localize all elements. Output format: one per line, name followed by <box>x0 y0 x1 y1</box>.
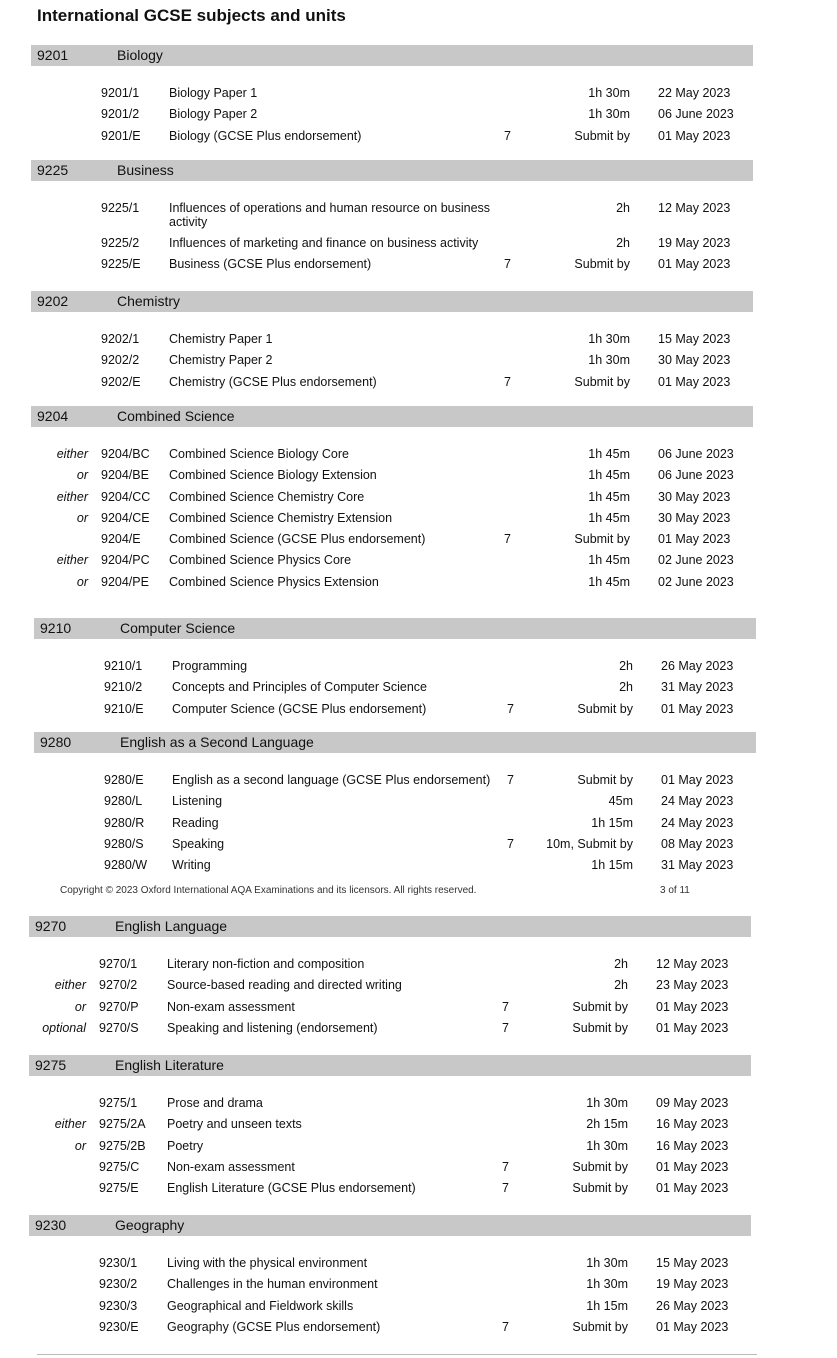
unit-duration: 10m, Submit by <box>546 836 633 851</box>
unit-date: 06 June 2023 <box>658 468 734 483</box>
unit-weeks: 7 <box>504 374 511 389</box>
unit-duration: 1h 30m <box>586 1277 628 1292</box>
unit-name: Chemistry Paper 1 <box>169 332 273 346</box>
subject-block <box>0 45 834 147</box>
unit-code: 9270/S <box>99 1020 139 1035</box>
unit-code: 9201/1 <box>101 86 140 100</box>
unit-duration: 2h <box>616 236 630 250</box>
unit-code: 9210/2 <box>104 680 143 695</box>
subject-code: 9210 <box>40 620 72 636</box>
unit-code: 9280/R <box>104 815 145 830</box>
unit-code: 9225/E <box>101 257 141 272</box>
subject-header <box>29 916 751 937</box>
subject-code: 9225 <box>37 162 69 178</box>
unit-row <box>0 1093 832 1114</box>
unit-duration: 2h <box>619 680 633 695</box>
unit-date: 23 May 2023 <box>656 978 729 993</box>
unit-row <box>0 329 834 350</box>
subject-code: 9204 <box>37 408 69 424</box>
unit-qualifier: or <box>76 574 88 589</box>
unit-duration: 1h 30m <box>586 1138 628 1153</box>
unit-duration: 2h <box>614 957 628 971</box>
subject-code: 9280 <box>40 734 72 750</box>
unit-qualifier: optional <box>42 1020 86 1035</box>
unit-row <box>0 104 834 125</box>
unit-date: 01 May 2023 <box>656 1181 729 1196</box>
subject-name: Computer Science <box>120 620 236 636</box>
unit-name: Non-exam assessment <box>167 999 295 1014</box>
subject-header <box>31 160 753 181</box>
unit-duration: Submit by <box>577 773 633 787</box>
unit-date: 01 May 2023 <box>656 1159 729 1174</box>
unit-weeks: 7 <box>502 1181 509 1196</box>
unit-weeks: 7 <box>504 532 511 547</box>
unit-qualifier: either <box>54 1117 86 1132</box>
unit-date: 06 June 2023 <box>658 447 734 461</box>
unit-date: 16 May 2023 <box>656 1117 729 1132</box>
unit-weeks: 7 <box>507 701 514 716</box>
subject-name: English Literature <box>115 1057 224 1073</box>
unit-duration: 1h 30m <box>588 107 630 122</box>
unit-duration: Submit by <box>574 257 630 272</box>
unit-name: Speaking and listening (endorsement) <box>167 1020 378 1035</box>
unit-name: Programming <box>172 659 248 673</box>
subject-header <box>31 406 753 427</box>
unit-row <box>0 254 834 275</box>
unit-row <box>0 1253 832 1274</box>
subject-header <box>31 45 753 66</box>
unit-duration: 1h 30m <box>586 1096 628 1110</box>
unit-weeks: 7 <box>502 1319 509 1334</box>
unit-row <box>0 997 832 1018</box>
unit-row <box>0 508 834 529</box>
unit-name: Challenges in the human environment <box>167 1277 378 1292</box>
subject-block <box>0 1215 832 1338</box>
subject-code: 9230 <box>35 1217 67 1233</box>
unit-name: Geographical and Fieldwork skills <box>167 1298 354 1313</box>
unit-code: 9202/E <box>101 374 141 389</box>
unit-duration: 2h 15m <box>586 1117 628 1132</box>
unit-weeks: 7 <box>507 836 514 851</box>
page-number-fragment: 3 of 11 <box>660 885 690 896</box>
unit-date: 06 June 2023 <box>658 107 734 122</box>
unit-row <box>0 444 834 465</box>
unit-date: 01 May 2023 <box>658 257 731 272</box>
unit-duration: 1h 45m <box>588 510 630 525</box>
unit-date: 31 May 2023 <box>661 680 734 695</box>
unit-code: 9204/PC <box>101 553 150 568</box>
unit-date: 30 May 2023 <box>658 510 731 525</box>
unit-name: Influences of operations and human resource on business activity <box>169 201 491 229</box>
subject-block <box>0 160 834 276</box>
unit-name: Poetry <box>167 1138 204 1153</box>
unit-date: 22 May 2023 <box>658 86 731 100</box>
unit-name: Poetry and unseen texts <box>167 1117 302 1132</box>
unit-date: 01 May 2023 <box>658 374 731 389</box>
unit-duration: Submit by <box>572 999 628 1014</box>
unit-code: 9270/P <box>99 999 139 1014</box>
unit-name: Combined Science Physics Extension <box>169 574 379 589</box>
unit-name: Writing <box>172 858 211 873</box>
unit-qualifier: or <box>74 1138 86 1153</box>
page-title: International GCSE subjects and units <box>37 6 346 25</box>
unit-code: 9202/1 <box>101 332 140 346</box>
subject-name: English Language <box>115 918 228 934</box>
unit-code: 9225/1 <box>101 201 140 215</box>
unit-duration: Submit by <box>572 1181 628 1196</box>
subject-name: Chemistry <box>117 293 181 309</box>
unit-date: 01 May 2023 <box>658 532 731 547</box>
unit-row <box>0 1274 832 1295</box>
unit-code: 9230/3 <box>99 1298 138 1313</box>
unit-duration: 1h 30m <box>588 332 630 346</box>
unit-name: Combined Science Physics Core <box>169 553 352 568</box>
unit-name: Biology Paper 1 <box>169 86 258 100</box>
unit-qualifier: either <box>56 553 88 568</box>
unit-name: English as a second language (GCSE Plus endorsement) <box>172 773 491 787</box>
unit-row <box>3 791 837 812</box>
unit-name: Business (GCSE Plus endorsement) <box>169 257 372 272</box>
unit-date: 01 May 2023 <box>656 1020 729 1035</box>
unit-qualifier: or <box>76 510 88 525</box>
unit-weeks: 7 <box>504 257 511 272</box>
unit-weeks: 7 <box>502 999 509 1014</box>
unit-date: 01 May 2023 <box>656 999 729 1014</box>
unit-row <box>0 372 834 393</box>
subject-name: Combined Science <box>117 408 235 424</box>
unit-row <box>0 1178 832 1199</box>
subject-header <box>34 732 756 753</box>
unit-row <box>0 975 832 996</box>
unit-weeks: 7 <box>502 1020 509 1035</box>
unit-qualifier: or <box>76 468 88 483</box>
subject-block <box>3 618 837 720</box>
subject-header <box>34 618 756 639</box>
unit-row <box>0 1018 832 1039</box>
unit-date: 12 May 2023 <box>656 957 729 971</box>
unit-date: 02 June 2023 <box>658 574 734 589</box>
unit-duration: Submit by <box>572 1020 628 1035</box>
unit-qualifier: either <box>54 978 86 993</box>
unit-duration: 1h 15m <box>591 815 633 830</box>
unit-code: 9270/2 <box>99 978 138 993</box>
unit-row <box>0 1317 832 1338</box>
unit-date: 30 May 2023 <box>658 353 731 368</box>
unit-code: 9280/W <box>104 858 148 873</box>
unit-duration: 1h 45m <box>588 574 630 589</box>
unit-date: 26 May 2023 <box>656 1298 729 1313</box>
unit-code: 9275/C <box>99 1159 140 1174</box>
unit-row <box>3 699 837 720</box>
unit-code: 9202/2 <box>101 353 140 368</box>
unit-weeks: 7 <box>507 773 514 787</box>
unit-duration: Submit by <box>577 701 633 716</box>
subject-name: English as a Second Language <box>120 734 314 750</box>
unit-row <box>0 487 834 508</box>
unit-name: Literary non-fiction and composition <box>167 957 365 971</box>
unit-date: 31 May 2023 <box>661 858 734 873</box>
unit-row <box>0 1136 832 1157</box>
unit-qualifier: either <box>56 489 88 504</box>
unit-name: Living with the physical environment <box>167 1256 368 1270</box>
unit-row <box>0 1157 832 1178</box>
unit-date: 15 May 2023 <box>658 332 731 346</box>
unit-duration: 1h 45m <box>588 447 630 461</box>
unit-duration: 2h <box>616 201 630 215</box>
unit-name: Reading <box>172 815 219 830</box>
unit-name: Combined Science Chemistry Extension <box>169 510 393 525</box>
subject-name: Biology <box>117 47 163 63</box>
unit-code: 9201/E <box>101 128 141 143</box>
unit-duration: 1h 30m <box>586 1256 628 1270</box>
unit-row <box>3 813 837 834</box>
unit-name: Computer Science (GCSE Plus endorsement) <box>172 701 427 716</box>
unit-date: 01 May 2023 <box>661 773 734 787</box>
unit-weeks: 7 <box>504 128 511 143</box>
unit-duration: 1h 30m <box>588 353 630 368</box>
unit-code: 9230/E <box>99 1319 139 1334</box>
unit-duration: 1h 15m <box>591 858 633 873</box>
unit-code: 9204/CE <box>101 510 150 525</box>
footer-text: Copyright © 2023 Oxford International AQA Examinations and its licensors. All rights reserved. <box>60 885 477 896</box>
unit-row <box>0 954 832 975</box>
unit-weeks: 7 <box>502 1159 509 1174</box>
unit-name: Listening <box>172 794 223 809</box>
unit-date: 24 May 2023 <box>661 794 734 809</box>
subject-name: Geography <box>115 1217 185 1233</box>
unit-date: 01 May 2023 <box>658 128 731 143</box>
subject-code: 9201 <box>37 47 69 63</box>
unit-code: 9204/PE <box>101 574 149 589</box>
unit-row <box>0 465 834 486</box>
unit-row <box>0 1296 832 1317</box>
unit-date: 02 June 2023 <box>658 553 734 568</box>
unit-row <box>0 572 834 593</box>
unit-name: Biology (GCSE Plus endorsement) <box>169 128 362 143</box>
unit-row <box>3 677 837 698</box>
unit-code: 9201/2 <box>101 107 140 122</box>
unit-row <box>0 233 834 254</box>
unit-duration: 2h <box>619 659 633 673</box>
unit-name: Biology Paper 2 <box>169 107 258 122</box>
unit-row <box>0 83 834 104</box>
subject-block <box>0 291 834 393</box>
unit-name: Source-based reading and directed writing <box>167 978 402 993</box>
unit-name: Chemistry (GCSE Plus endorsement) <box>169 374 377 389</box>
unit-duration: Submit by <box>574 128 630 143</box>
unit-date: 09 May 2023 <box>656 1096 729 1110</box>
unit-duration: 1h 45m <box>588 553 630 568</box>
unit-name: Influences of marketing and finance on business activity <box>169 236 479 250</box>
unit-code: 9280/L <box>104 794 143 809</box>
unit-code: 9275/1 <box>99 1096 138 1110</box>
unit-name: English Literature (GCSE Plus endorsement) <box>167 1181 416 1196</box>
unit-date: 24 May 2023 <box>661 815 734 830</box>
unit-date: 16 May 2023 <box>656 1138 729 1153</box>
unit-name: Combined Science (GCSE Plus endorsement) <box>169 532 426 547</box>
unit-name: Geography (GCSE Plus endorsement) <box>167 1319 381 1334</box>
subject-code: 9202 <box>37 293 69 309</box>
unit-duration: 2h <box>614 978 628 993</box>
unit-row <box>0 1114 832 1135</box>
unit-date: 30 May 2023 <box>658 489 731 504</box>
subject-block <box>0 1055 832 1199</box>
unit-name: Non-exam assessment <box>167 1159 295 1174</box>
unit-code: 9230/1 <box>99 1256 138 1270</box>
unit-name: Prose and drama <box>167 1096 263 1110</box>
subject-block <box>3 732 837 876</box>
unit-code: 9275/E <box>99 1181 139 1196</box>
unit-duration: Submit by <box>574 374 630 389</box>
unit-row <box>3 834 837 855</box>
unit-code: 9204/E <box>101 532 141 547</box>
unit-date: 08 May 2023 <box>661 836 734 851</box>
unit-date: 01 May 2023 <box>661 701 734 716</box>
unit-name: Speaking <box>172 836 225 851</box>
unit-duration: 1h 45m <box>588 489 630 504</box>
unit-row <box>3 656 837 677</box>
subject-block <box>0 406 834 593</box>
unit-row <box>0 198 834 233</box>
unit-duration: Submit by <box>572 1159 628 1174</box>
unit-date: 01 May 2023 <box>656 1319 729 1334</box>
unit-row <box>0 126 834 147</box>
unit-duration: Submit by <box>574 532 630 547</box>
unit-code: 9204/CC <box>101 489 151 504</box>
unit-row <box>3 855 837 876</box>
subject-header <box>29 1215 751 1236</box>
unit-code: 9210/E <box>104 701 144 716</box>
unit-date: 26 May 2023 <box>661 659 734 673</box>
unit-name: Combined Science Chemistry Core <box>169 489 365 504</box>
unit-date: 15 May 2023 <box>656 1256 729 1270</box>
unit-code: 9225/2 <box>101 236 140 250</box>
unit-code: 9204/BC <box>101 447 150 461</box>
subject-code: 9270 <box>35 918 67 934</box>
unit-name: Concepts and Principles of Computer Science <box>172 680 427 695</box>
unit-code: 9280/S <box>104 836 144 851</box>
unit-name: Combined Science Biology Extension <box>169 468 377 483</box>
unit-code: 9210/1 <box>104 659 143 673</box>
unit-date: 19 May 2023 <box>656 1277 729 1292</box>
unit-row <box>0 550 834 571</box>
unit-duration: 1h 30m <box>588 86 630 100</box>
unit-name: Chemistry Paper 2 <box>169 353 273 368</box>
unit-qualifier: either <box>56 447 88 461</box>
subject-code: 9275 <box>35 1057 67 1073</box>
subject-block <box>0 916 832 1039</box>
unit-date: 19 May 2023 <box>658 236 731 250</box>
unit-code: 9280/E <box>104 773 144 787</box>
unit-duration: 1h 45m <box>588 468 630 483</box>
bottom-divider <box>37 1354 757 1355</box>
subject-header <box>29 1055 751 1076</box>
unit-code: 9270/1 <box>99 957 138 971</box>
unit-duration: 1h 15m <box>586 1298 628 1313</box>
unit-code: 9275/2B <box>99 1138 146 1153</box>
subject-header <box>31 291 753 312</box>
unit-duration: 45m <box>608 794 633 809</box>
unit-row <box>0 529 834 550</box>
unit-code: 9275/2A <box>99 1117 146 1132</box>
unit-duration: Submit by <box>572 1319 628 1334</box>
unit-date: 12 May 2023 <box>658 201 731 215</box>
unit-qualifier: or <box>74 999 86 1014</box>
unit-code: 9230/2 <box>99 1277 138 1292</box>
subject-name: Business <box>117 162 174 178</box>
unit-row <box>0 350 834 371</box>
unit-name: Combined Science Biology Core <box>169 447 349 461</box>
unit-row <box>3 770 837 791</box>
unit-code: 9204/BE <box>101 468 149 483</box>
